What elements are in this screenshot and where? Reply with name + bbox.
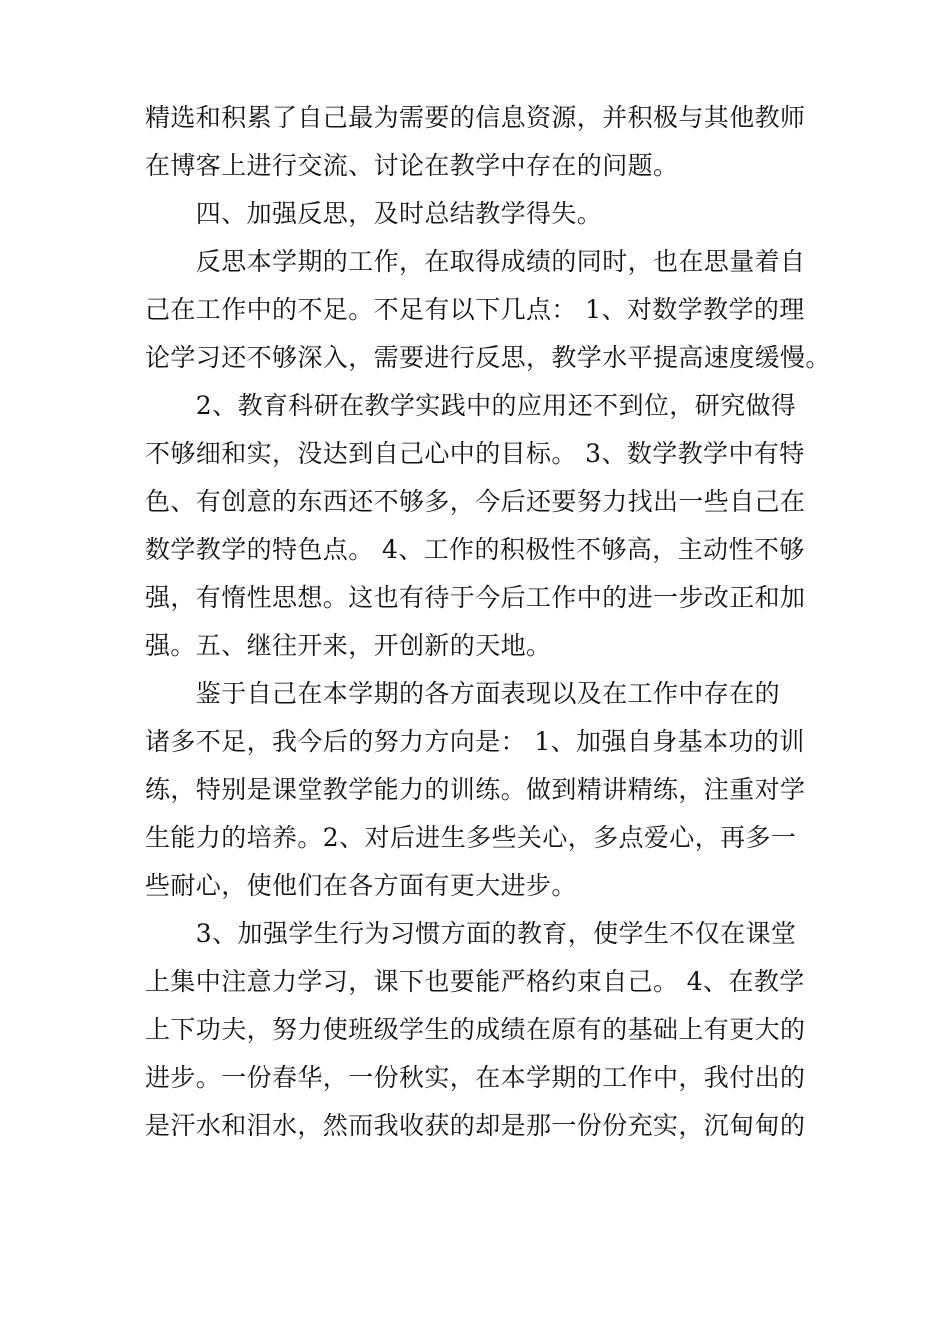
text-line: 强。五、继往开来，开创新的天地。 xyxy=(145,631,552,660)
text-line: 练，特别是课堂教学能力的训练。做到精讲精练，注重对学 xyxy=(145,775,806,804)
text-line: 不够细和实，没达到自己心中的目标。 3、数学教学中有特 xyxy=(145,439,805,468)
text-line: 3、加强学生行为习惯方面的教育，使学生不仅在课堂 xyxy=(145,919,797,948)
text-line: 上下功夫，努力使班级学生的成绩在原有的基础上有更大的 xyxy=(145,1015,806,1044)
text-line: 精选和积累了自己最为需要的信息资源，并积极与其他教师 xyxy=(145,103,806,132)
text-line: 反思本学期的工作，在取得成绩的同时，也在思量着自 xyxy=(145,247,806,276)
text-line: 论学习还不够深入，需要进行反思，教学水平提高速度缓慢。 xyxy=(145,343,831,372)
text-line: 些耐心，使他们在各方面有更大进步。 xyxy=(145,871,577,900)
text-line: 生能力的培养。2、对后进生多些关心，多点爱心，再多一 xyxy=(145,823,797,852)
text-line: 在博客上进行交流、讨论在教学中存在的问题。 xyxy=(145,151,679,180)
text-line: 色、有创意的东西还不够多，今后还要努力找出一些自己在 xyxy=(145,487,806,516)
text-line: 进步。一份春华，一份秋实，在本学期的工作中，我付出的 xyxy=(145,1063,806,1092)
text-line: 强，有惰性思想。这也有待于今后工作中的进一步改正和加 xyxy=(145,583,806,612)
text-line: 诸多不足，我今后的努力方向是： 1、加强自身基本功的训 xyxy=(145,727,805,756)
text-line: 四、加强反思，及时总结教学得失。 xyxy=(145,199,603,228)
text-line: 数学教学的特色点。 4、工作的积极性不够高，主动性不够 xyxy=(145,535,805,564)
text-line: 上集中注意力学习，课下也要能严格约束自己。 4、在教学 xyxy=(145,967,805,996)
text-line: 鉴于自己在本学期的各方面表现以及在工作中存在的 xyxy=(145,679,781,708)
document-body xyxy=(145,94,831,1150)
text-line: 2、教育科研在教学实践中的应用还不到位，研究做得 xyxy=(145,391,797,420)
text-line: 是汗水和泪水，然而我收获的却是那一份份充实，沉甸甸的 xyxy=(145,1111,806,1140)
text-line: 己在工作中的不足。不足有以下几点： 1、对数学教学的理 xyxy=(145,295,805,324)
